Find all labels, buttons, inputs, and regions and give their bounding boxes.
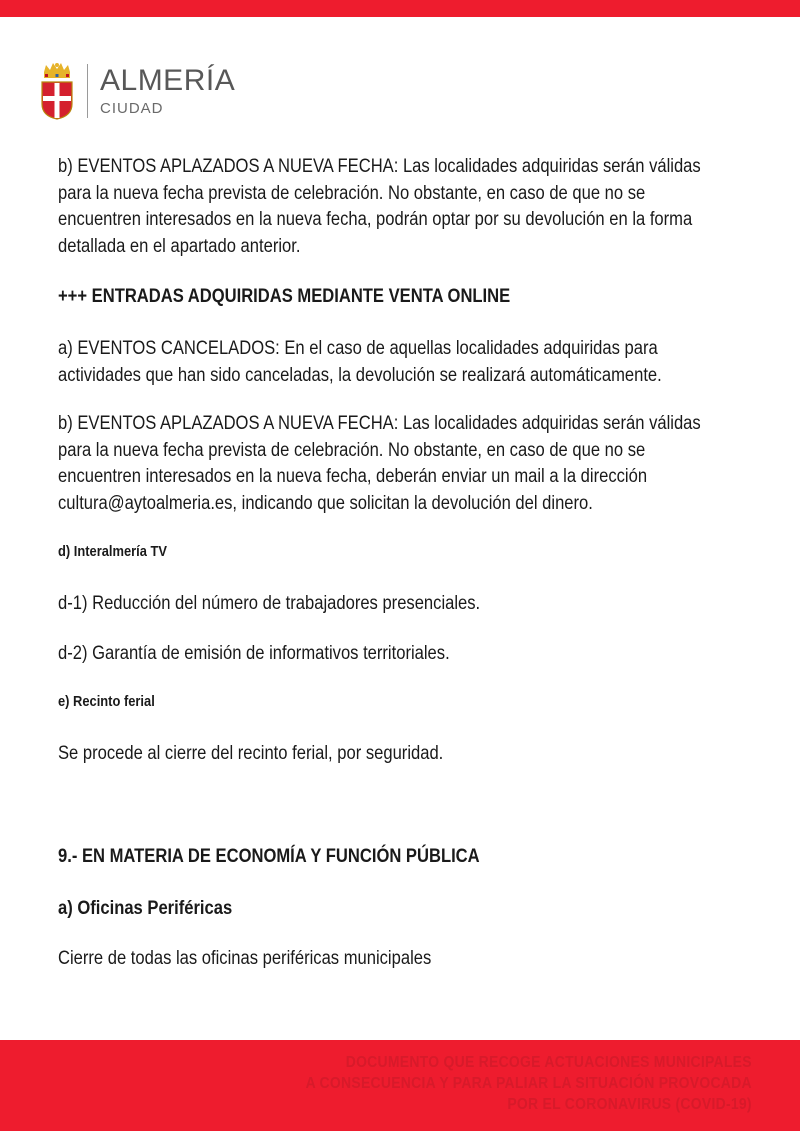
footer-caption — [306, 1052, 752, 1115]
footer-line-1: DOCUMENTO QUE RECOGE ACTUACIONES MUNICIPALES — [345, 1054, 752, 1071]
heading-recinto-ferial: e) Recinto ferial — [58, 693, 155, 710]
paragraph-oficinas: Cierre de todas las oficinas periféricas municipales — [58, 948, 432, 969]
heading-interalmeria: d) Interalmería TV — [58, 543, 167, 560]
paragraph-aplazados-taquilla: b) EVENTOS APLAZADOS A NUEVA FECHA: Las localidades adquiridas serán válidas para la nueva fecha prevista de celebración. No obstante, en caso de que no se encuentren interesados en la nueva fecha, podrán optar por su devolución en la forma detallada en el apartado anterior. — [58, 156, 701, 257]
heading-venta-online: +++ ENTRADAS ADQUIRIDAS MEDIANTE VENTA ONLINE — [58, 286, 511, 307]
paragraph-recinto-ferial: Se procede al cierre del recinto ferial, por seguridad. — [58, 743, 444, 764]
heading-oficinas: a) Oficinas Periféricas — [58, 898, 233, 919]
brand-subtitle: CIUDAD — [100, 100, 164, 117]
coat-of-arms-icon — [40, 62, 74, 120]
header-divider — [87, 64, 88, 118]
footer-band — [0, 1040, 800, 1131]
top-accent-bar — [0, 0, 800, 17]
header — [40, 60, 235, 122]
item-d2: d-2) Garantía de emisión de informativos territoriales. — [58, 643, 450, 664]
footer-line-2: A CONSECUENCIA Y PARA PALIAR LA SITUACIÓN PROVOCADA — [305, 1075, 752, 1092]
paragraph-aplazados-online: b) EVENTOS APLAZADOS A NUEVA FECHA: Las localidades adquiridas serán válidas para la nueva fecha prevista de celebración. No obstante, en caso de que no se encuentren interesados en la nueva fecha, deberán enviar un mail a la dirección cultura@aytoalmeria.es, indicando que solicitan la devolución del dinero. — [58, 413, 701, 514]
heading-economia: 9.- EN MATERIA DE ECONOMÍA Y FUNCIÓN PÚBLICA — [58, 846, 480, 867]
paragraph-cancelados: a) EVENTOS CANCELADOS: En el caso de aquellas localidades adquiridas para actividades que han sido canceladas, la devolución se realizará automáticamente. — [58, 338, 662, 386]
brand — [100, 66, 235, 116]
footer-line-3: POR EL CORONAVIRUS (COVID-19) — [507, 1096, 752, 1113]
item-d1: d-1) Reducción del número de trabajadores presenciales. — [58, 593, 481, 614]
brand-name: ALMERÍA — [100, 64, 236, 97]
